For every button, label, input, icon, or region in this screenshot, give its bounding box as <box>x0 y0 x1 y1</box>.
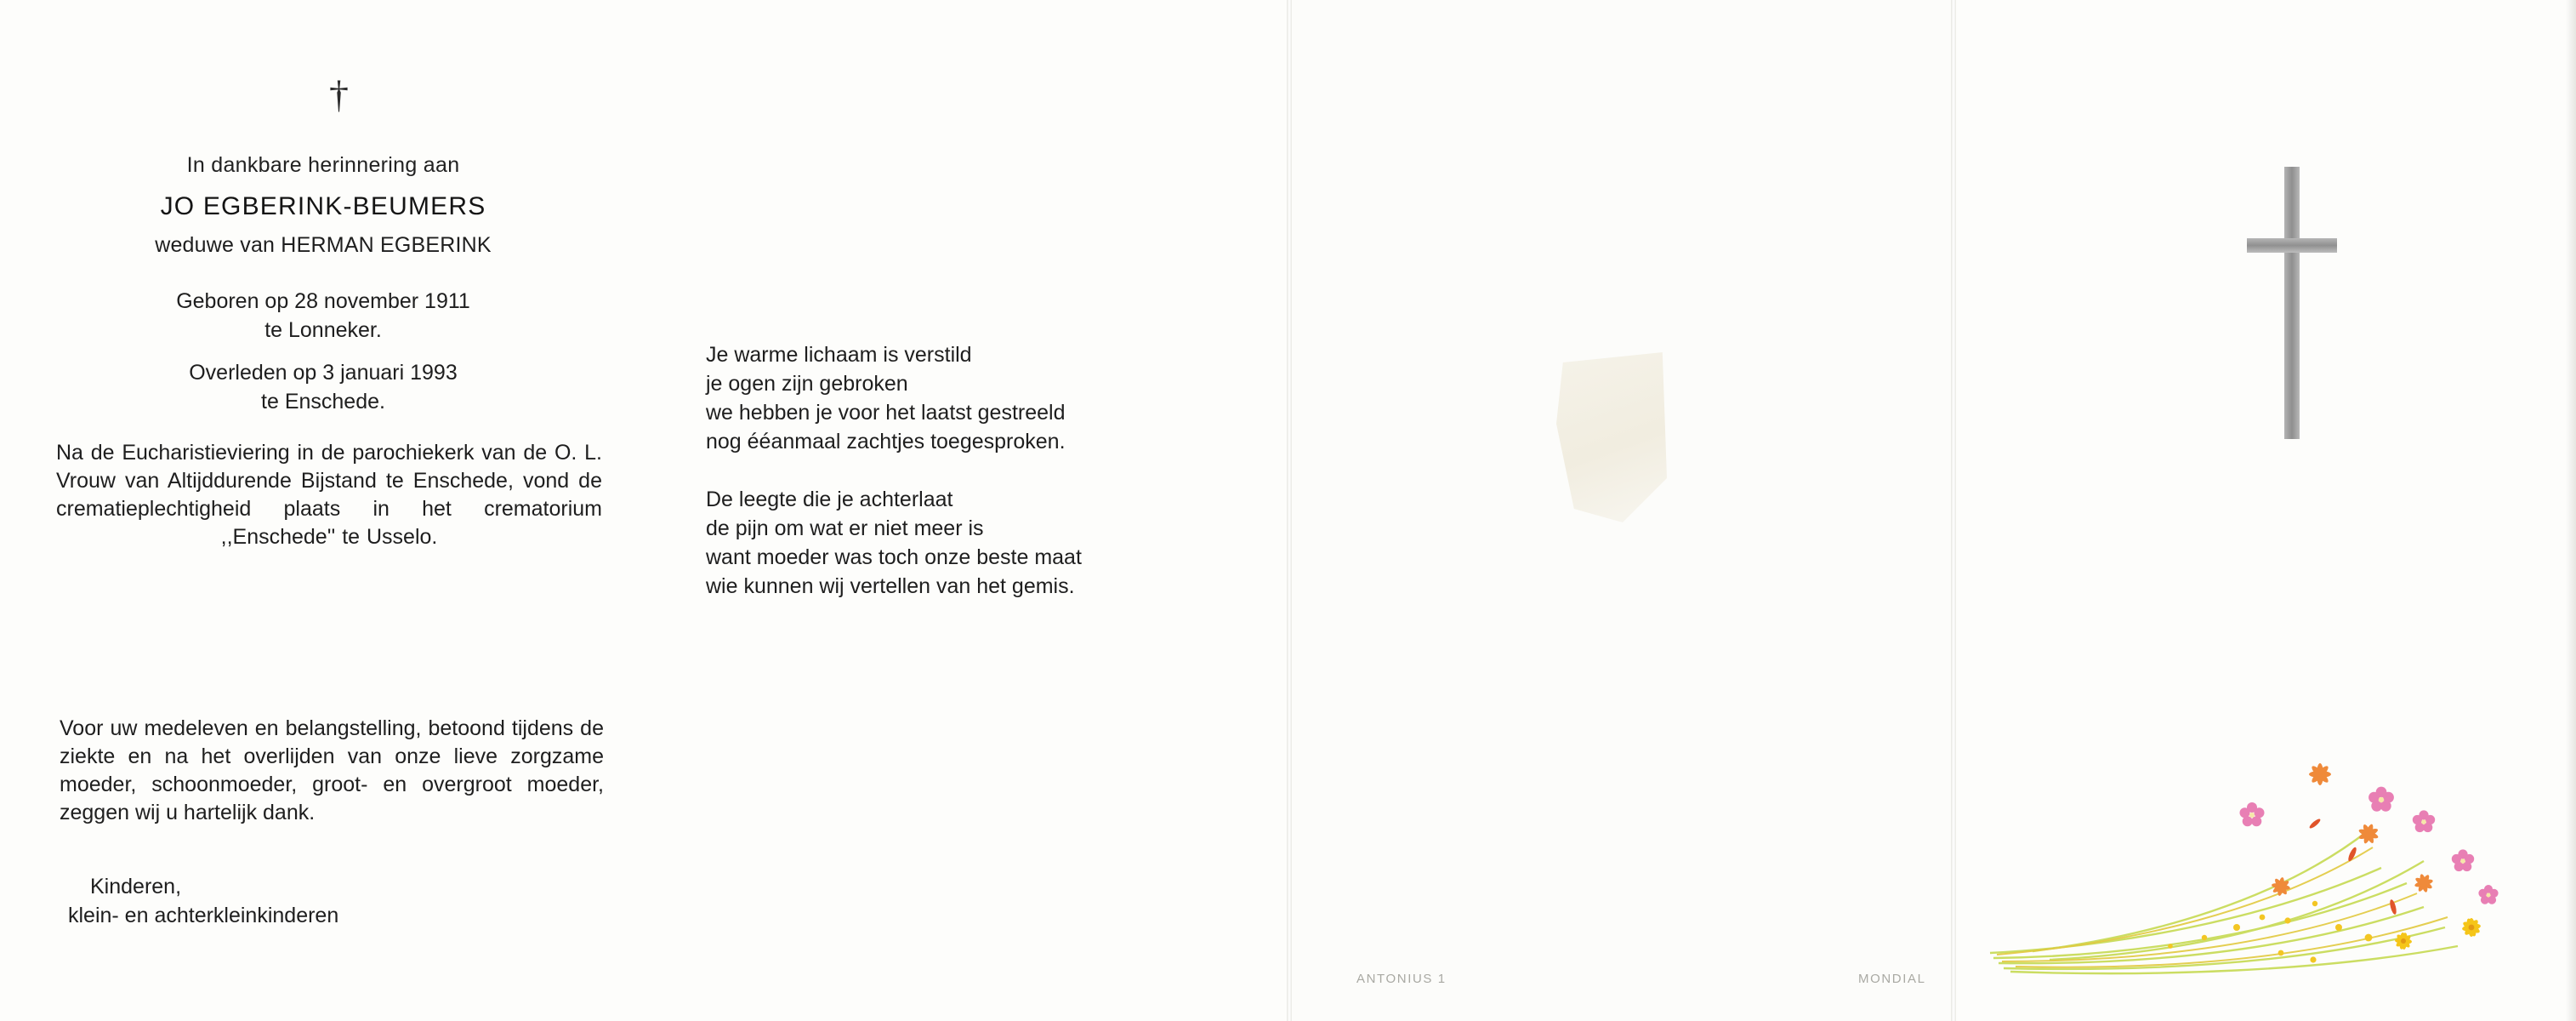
poem-stanza-1 <box>706 340 1250 456</box>
birth-date-line: Geboren op 28 november 1911 <box>176 289 470 313</box>
widow-line: weduwe van HERMAN EGBERINK <box>155 233 492 257</box>
printer-mark-left: ANTONIUS 1 <box>1356 972 1447 986</box>
death-date-line: Overleden op 3 januari 1993 <box>189 361 458 385</box>
poem-line: want moeder was toch onze beste maat <box>706 545 1082 569</box>
printer-mark-right: MONDIAL <box>1858 972 1926 986</box>
poem-line: nog ééanmaal zachtjes toegesproken. <box>706 430 1066 453</box>
panel-left <box>0 0 1287 1021</box>
thanks-paragraph: Voor uw medeleven en belangstelling, betoond tijdens de ziekte en na het overlijden van onze lieve zorgzame moeder, schoonmoeder, groot- en overgroot moeder, zeggen wij u hartelijk dank. <box>60 716 604 824</box>
poem-line: wie kunnen wij vertellen van het gemis. <box>706 574 1075 598</box>
poem-line: Je warme lichaam is verstild <box>706 343 972 367</box>
deceased-name: JO EGBERINK-BEUMERS <box>160 192 486 220</box>
poem-line: De leegte die je achterlaat <box>706 488 953 511</box>
cross-icon: † <box>329 72 349 116</box>
page-poem <box>706 0 1250 1021</box>
birth-place-line: te Lonneker. <box>264 318 382 342</box>
poem-line: de pijn om wat er niet meer is <box>706 516 984 540</box>
memory-line: In dankbare herinnering aan <box>186 153 460 177</box>
wildflower-bouquet-icon <box>1982 672 2568 978</box>
death-place-line: te Enschede. <box>261 390 385 414</box>
family-line-grandchildren: klein- en achterkleinkinderen <box>68 904 339 927</box>
family-line-children: Kinderen, <box>90 875 182 898</box>
page-obituary <box>51 0 604 1021</box>
poem-line: je ogen zijn gebroken <box>706 372 908 396</box>
poem-stanza-2 <box>706 485 1250 601</box>
poem-line: we hebben je voor het laatst gestreeld <box>706 401 1066 425</box>
service-paragraph: Na de Eucharistieviering in de parochiekerk van de O. L. Vrouw van Altijddurende Bijstand te Enschede, vond de crematieplechtigheid plaats in het crematorium ,,Enschede'' te Usselo. <box>56 441 602 549</box>
